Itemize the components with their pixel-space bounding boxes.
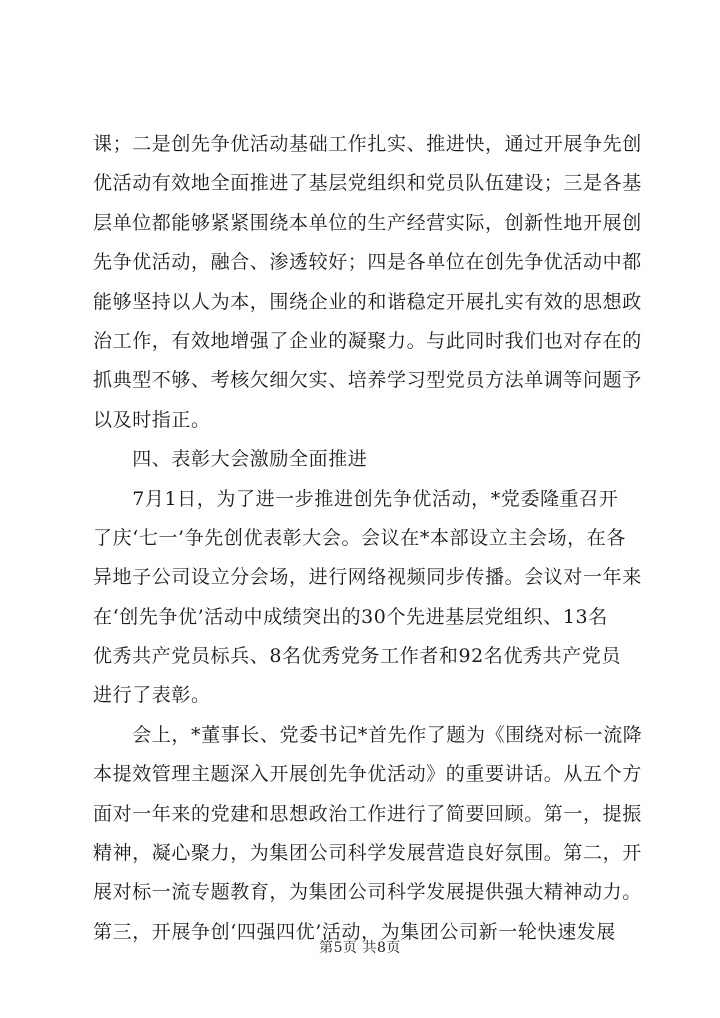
document-body xyxy=(93,125,643,952)
text-line: 展对标一流专题教育，为集团公司科学发展提供强大精神动力。 xyxy=(93,881,642,904)
text-line: 层单位都能够紧紧围绕本单位的生产经营实际，创新性地开展创 xyxy=(93,211,642,234)
text-line: 能够坚持以人为本，围绕企业的和谐稳定开展扎实有效的思想政 xyxy=(93,290,642,313)
text-line: 抓典型不够、考核欠细欠实、培养学习型党员方法单调等问题予 xyxy=(93,369,642,392)
text-line: 先争优活动，融合、渗透较好；四是各单位在创先争优活动中都 xyxy=(93,251,642,274)
text-line: 优活动有效地全面推进了基层党组织和党员队伍建设；三是各基 xyxy=(93,172,642,195)
section-heading: 四、表彰大会激励全面推进 xyxy=(93,448,368,471)
text-line: 面对一年来的党建和思想政治工作进行了简要回顾。第一，提振 xyxy=(93,802,642,825)
text-line: 进行了表彰。 xyxy=(93,684,211,707)
page-number-footer: 第5页 共8页 xyxy=(319,940,401,956)
text-line: 本提效管理主题深入开展创先争优活动》的重要讲话。从五个方 xyxy=(93,763,642,786)
text-line: 治工作，有效地增强了企业的凝聚力。与此同时我们也对存在的 xyxy=(93,329,642,352)
text-line: 会上，*董事长、党委书记*首先作了题为《围绕对标一流降 xyxy=(93,723,643,746)
text-line: 了庆‘七一’争先创优表彰大会。会议在*本部设立主会场，在各 xyxy=(93,526,626,549)
text-line: 以及时指正。 xyxy=(93,408,211,431)
text-line: 第三，开展争创‘四强四优’活动，为集团公司新一轮快速发展 xyxy=(93,920,616,943)
text-line: 精神，凝心聚力，为集团公司科学发展营造良好氛围。第二，开 xyxy=(93,842,642,865)
text-line: 优秀共产党员标兵、8名优秀党务工作者和92名优秀共产党员 xyxy=(93,645,622,668)
text-line: 在‘创先争优’活动中成绩突出的30个先进基层党组织、13名 xyxy=(93,605,608,628)
text-line: 异地子公司设立分会场，进行网络视频同步传播。会议对一年来 xyxy=(93,566,642,589)
text-line: 课；二是创先争优活动基础工作扎实、推进快，通过开展争先创 xyxy=(93,133,642,155)
text-line: 7月1日，为了进一步推进创先争优活动，*党委隆重召开 xyxy=(93,487,619,510)
